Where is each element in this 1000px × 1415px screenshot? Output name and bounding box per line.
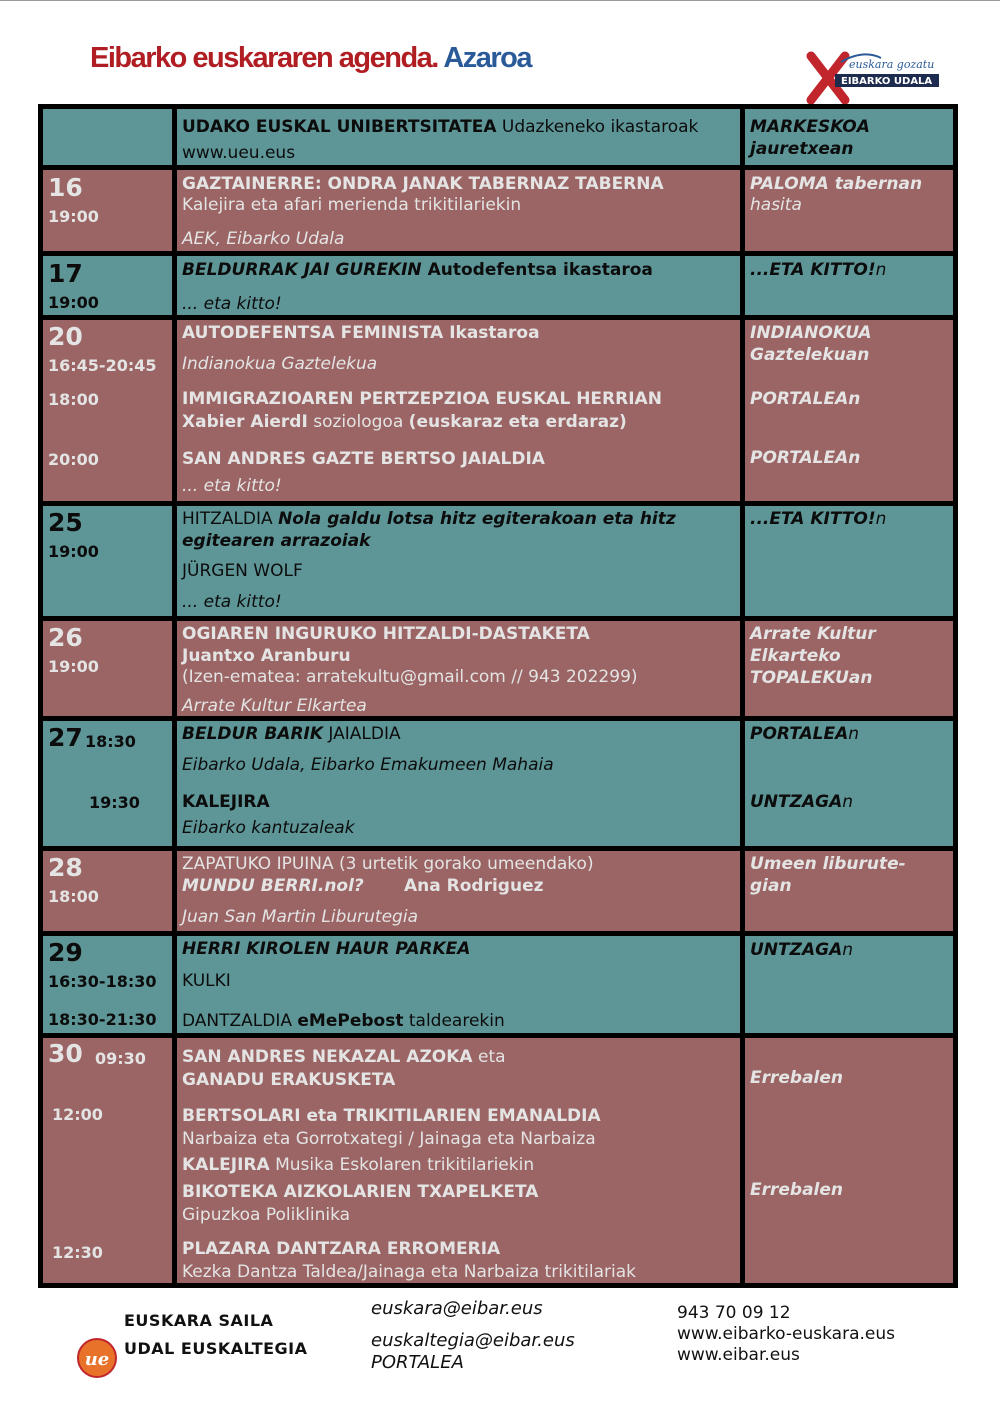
place-cell <box>745 109 953 165</box>
event-organizer: Eibarko Udala, Eibarko Emakumeen Mahaia <box>182 755 554 775</box>
day-number: 25 <box>48 508 83 537</box>
footer-place: PORTALEA <box>371 1352 464 1373</box>
place-line: Umeen liburute- <box>750 854 906 874</box>
place-line: Errebalen <box>750 1180 844 1200</box>
event-subtitle: Autodefentsa ikastaroa <box>421 260 653 280</box>
event-time: 18:30 <box>85 732 136 751</box>
event-time: 20:00 <box>48 450 99 469</box>
place-line: PORTALEA <box>750 724 849 744</box>
page-title-month: Azaroa <box>443 42 532 74</box>
footer-web-1[interactable]: www.eibarko-euskara.eus <box>677 1324 895 1344</box>
event-subtitle: Gipuzkoa Poliklinika <box>182 1205 351 1225</box>
event-time: 19:00 <box>48 207 99 226</box>
event-title: GANADU ERAKUSKETA <box>182 1070 396 1090</box>
event-subtitle: Musika Eskolaren trikitilariekin <box>269 1155 535 1175</box>
place-line: ...ETA KITTO! <box>750 260 876 280</box>
place-cell <box>745 320 953 501</box>
event-title: MUNDU BERRI.nol? <box>182 876 364 896</box>
event-subtitle: Narbaiza eta Gorrotxategi / Jainaga eta Narbaiza <box>182 1129 596 1149</box>
event-subtitle: DANTZALDIA <box>182 1011 298 1031</box>
event-cell <box>177 170 740 251</box>
footer-email-2[interactable]: euskaltegia@eibar.eus <box>371 1330 575 1351</box>
footer-phone: 943 70 09 12 <box>677 1303 791 1323</box>
place-line: ...ETA KITTO! <box>750 509 876 529</box>
place-cell <box>745 256 953 315</box>
event-organizer: ... eta kitto! <box>182 592 282 612</box>
footer-dept-1: EUSKARA SAILA <box>124 1311 274 1330</box>
speaker-name: Juantxo Aranburu <box>182 646 351 666</box>
event-organizer: Arrate Kultur Elkartea <box>182 696 367 716</box>
event-time: 19:00 <box>48 293 99 312</box>
event-cell <box>177 506 740 616</box>
event-subtitle: taldearekin <box>403 1011 505 1031</box>
place-line: Arrate Kultur <box>750 624 876 644</box>
day-number: 29 <box>48 938 83 967</box>
event-title: BERTSOLARI eta TRIKITILARIEN EMANALDIA <box>182 1106 601 1126</box>
event-title: IMMIGRAZIOAREN PERTZEPZIOA EUSKAL HERRIAN <box>182 389 662 409</box>
place-suffix: n <box>875 509 887 529</box>
speaker-name: Xabier AierdI <box>182 412 308 432</box>
event-web: www.ueu.eus <box>182 143 296 163</box>
place-line: PORTALEAn <box>750 389 861 409</box>
day-number: 28 <box>48 853 83 882</box>
event-subtitle: eta <box>472 1047 506 1067</box>
event-time: 16:30-18:30 <box>48 972 157 991</box>
event-cell <box>177 721 740 846</box>
event-organizer: ... eta kitto! <box>182 294 282 314</box>
top-rule <box>0 0 1000 1</box>
place-line: MARKESKOA <box>750 117 870 137</box>
event-subtitle: Kalejira eta afari merienda trikitilariekin <box>182 195 522 215</box>
table-row <box>38 716 958 846</box>
day-number: 16 <box>48 173 83 202</box>
place-cell <box>745 721 953 846</box>
event-title: egitearen arrazoiak <box>182 531 371 551</box>
event-title: PLAZARA DANTZARA ERROMERIA <box>182 1239 501 1259</box>
event-subtitle: Kezka Dantza Taldea/Jainaga eta Narbaiza trikitilariak <box>182 1262 637 1282</box>
page-title <box>90 42 531 75</box>
date-cell <box>43 256 172 315</box>
event-subtitle: Udazkeneko ikastaroak <box>496 117 699 137</box>
place-cell <box>745 851 953 931</box>
event-language: (euskaraz eta erdaraz) <box>408 412 627 432</box>
place-line: INDIANOKUA <box>750 323 872 343</box>
event-time: 19:30 <box>89 793 140 812</box>
place-line: TOPALEKUan <box>750 668 873 688</box>
event-organizer: AEK, Eibarko Udala <box>182 229 345 249</box>
event-title: KALEJIRA <box>182 792 270 812</box>
place-line: gian <box>750 876 792 896</box>
place-suffix: n <box>842 792 854 812</box>
date-cell <box>43 170 172 251</box>
event-title: UDAKO EUSKAL UNIBERTSITATEA <box>182 117 497 137</box>
event-time: 09:30 <box>95 1049 146 1068</box>
footer-dept-2: UDAL EUSKALTEGIA <box>124 1339 308 1358</box>
place-line: Gaztelekuan <box>750 345 870 365</box>
day-number: 26 <box>48 623 83 652</box>
event-title: BIKOTEKA AIZKOLARIEN TXAPELKETA <box>182 1182 539 1202</box>
place-line: UNTZAGA <box>750 792 843 812</box>
event-subtitle: KULKI <box>182 971 231 991</box>
event-time: 12:00 <box>52 1105 103 1124</box>
place-cell <box>745 170 953 251</box>
event-time: 18:00 <box>48 887 99 906</box>
event-author: Ana Rodriguez <box>404 876 544 896</box>
event-time: 19:00 <box>48 657 99 676</box>
event-time: 18:00 <box>48 390 99 409</box>
table-row <box>38 251 958 315</box>
table-row <box>38 104 958 165</box>
event-cell <box>177 1038 740 1283</box>
date-cell <box>43 506 172 616</box>
day-number: 20 <box>48 322 83 351</box>
event-cell <box>177 851 740 931</box>
event-title: AUTODEFENTSA FEMINISTA Ikastaroa <box>182 323 540 343</box>
place-cell <box>745 621 953 716</box>
logo-mark: ue <box>84 1349 110 1370</box>
registration-info: (Izen-ematea: arratekultu@gmail.com // 943 202299) <box>182 667 638 687</box>
eibarko-udala-logo <box>805 48 945 104</box>
band-name: eMePebost <box>297 1011 404 1031</box>
date-cell <box>43 320 172 501</box>
event-title: SAN ANDRES NEKAZAL AZOKA <box>182 1047 473 1067</box>
table-row <box>38 165 958 251</box>
euskaltegia-logo <box>76 1337 118 1379</box>
table-row <box>38 315 958 501</box>
event-subtitle: ZAPATUKO IPUINA (3 urtetik gorako umeendako) <box>182 854 594 874</box>
event-title: BELDURRAK JAI GUREKIN <box>182 260 422 280</box>
place-cell <box>745 936 953 1033</box>
event-title: HERRI KIROLEN HAUR PARKEA <box>182 939 471 959</box>
event-time: 19:00 <box>48 542 99 561</box>
place-cell <box>745 1038 953 1283</box>
speaker-name: JÜRGEN WOLF <box>182 561 303 581</box>
place-suffix: n <box>848 724 860 744</box>
place-cell <box>745 506 953 616</box>
event-title: Nola galdu lotsa hitz egiterakoan eta hitz <box>278 509 676 529</box>
table-row <box>38 1033 958 1283</box>
event-time: 18:30-21:30 <box>48 1010 157 1029</box>
day-number: 17 <box>48 259 83 288</box>
event-cell <box>177 109 740 165</box>
place-line: Errebalen <box>750 1068 844 1088</box>
date-cell <box>43 109 172 165</box>
event-time: 16:45-20:45 <box>48 356 157 375</box>
day-number: 30 <box>48 1039 83 1068</box>
event-title: GAZTAINERRE: ONDRA JANAK TABERNAZ TABERNA <box>182 174 664 194</box>
place-line: hasita <box>750 195 802 215</box>
place-line: PALOMA tabernan <box>750 174 923 194</box>
event-title: KALEJIRA <box>182 1155 270 1175</box>
place-line: PORTALEAn <box>750 448 861 468</box>
place-line: jauretxean <box>750 139 854 159</box>
agenda-table <box>38 104 958 1288</box>
page-title-main: Eibarko euskararen agenda. <box>90 42 438 74</box>
place-line: UNTZAGA <box>750 940 843 960</box>
date-cell <box>43 621 172 716</box>
footer-web-2[interactable]: www.eibar.eus <box>677 1345 800 1365</box>
event-organizer: Eibarko kantuzaleak <box>182 818 355 838</box>
event-cell <box>177 936 740 1033</box>
event-organizer: Indianokua Gaztelekua <box>182 354 378 374</box>
event-cell <box>177 320 740 501</box>
event-organizer: Juan San Martin Liburutegia <box>182 907 418 927</box>
date-cell <box>43 721 172 846</box>
place-line: Elkarteko <box>750 646 841 666</box>
event-title: SAN ANDRES GAZTE BERTSO JAIALDIA <box>182 449 545 469</box>
speaker-role: soziologoa <box>307 412 409 432</box>
date-cell <box>43 851 172 931</box>
place-suffix: n <box>842 940 854 960</box>
place-suffix: n <box>875 260 887 280</box>
table-row <box>38 616 958 716</box>
event-cell <box>177 256 740 315</box>
date-cell <box>43 936 172 1033</box>
logo-slogan: euskara gozatu <box>849 58 935 71</box>
footer-email-1[interactable]: euskara@eibar.eus <box>371 1298 543 1319</box>
event-type: HITZALDIA <box>182 509 279 529</box>
day-number: 27 <box>48 723 83 752</box>
event-organizer: ... eta kitto! <box>182 476 282 496</box>
event-title: OGIAREN INGURUKO HITZALDI-DASTAKETA <box>182 624 590 644</box>
table-row <box>38 931 958 1033</box>
event-subtitle: JAIALDIA <box>323 724 401 744</box>
date-cell <box>43 1038 172 1283</box>
event-time: 12:30 <box>52 1243 103 1262</box>
event-cell <box>177 621 740 716</box>
event-title: BELDUR BARIK <box>182 724 324 744</box>
table-row <box>38 501 958 616</box>
table-row <box>38 846 958 931</box>
logo-text: EIBARKO UDALA <box>841 76 933 87</box>
